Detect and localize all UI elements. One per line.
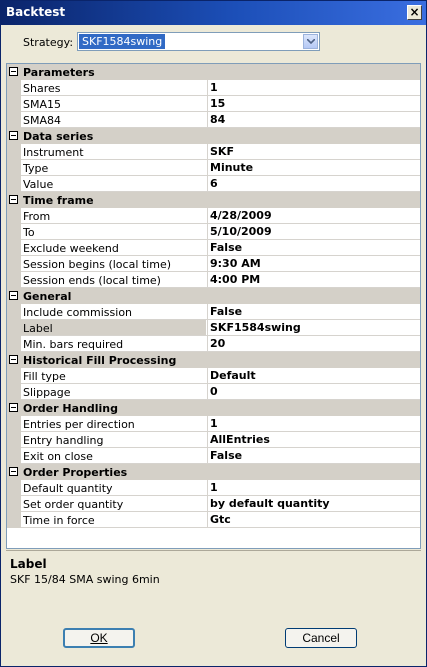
property-name: Session ends (local time) — [23, 274, 161, 287]
property-name: Time in force — [23, 514, 95, 527]
collapse-icon[interactable] — [9, 355, 18, 364]
property-value[interactable]: 9:30 AM — [207, 256, 421, 271]
property-grid — [6, 63, 421, 549]
property-value[interactable]: 84 — [207, 112, 421, 127]
property-name: From — [23, 210, 51, 223]
category-label: Order Properties — [23, 466, 128, 479]
property-row-type[interactable] — [7, 160, 420, 176]
property-name: Entry handling — [23, 434, 104, 447]
property-name: To — [23, 226, 35, 239]
close-icon: × — [409, 5, 420, 19]
category-label: Data series — [23, 130, 94, 143]
category-label: Historical Fill Processing — [23, 354, 177, 367]
property-value[interactable]: 15 — [207, 96, 421, 111]
property-row-exclude-weekend[interactable] — [7, 240, 420, 256]
property-row-include-commission[interactable] — [7, 304, 420, 320]
description-title: Label — [10, 557, 47, 571]
property-row-slippage[interactable] — [7, 384, 420, 400]
ok-button[interactable] — [63, 628, 135, 648]
collapse-icon[interactable] — [9, 195, 18, 204]
property-row-from[interactable] — [7, 208, 420, 224]
property-row-time-in-force[interactable] — [7, 512, 420, 528]
property-name: Exit on close — [23, 450, 93, 463]
property-row-sma84[interactable] — [7, 112, 420, 128]
property-name: Value — [23, 178, 54, 191]
property-name: Default quantity — [23, 482, 113, 495]
property-value[interactable]: 1 — [207, 416, 421, 431]
property-row-to[interactable] — [7, 224, 420, 240]
property-name: Session begins (local time) — [23, 258, 172, 271]
window-title: Backtest — [6, 5, 66, 19]
property-name: Entries per direction — [23, 418, 135, 431]
property-value[interactable]: Minute — [207, 160, 421, 175]
category-general[interactable] — [7, 288, 420, 304]
collapse-icon[interactable] — [9, 67, 18, 76]
property-row-value[interactable] — [7, 176, 420, 192]
property-name: Type — [23, 162, 49, 175]
property-value[interactable]: Gtc — [207, 512, 421, 527]
property-value[interactable]: SKF1584swing — [207, 320, 421, 335]
property-row-entry-handling[interactable] — [7, 432, 420, 448]
property-value[interactable]: SKF — [207, 144, 421, 159]
property-name: Exclude weekend — [23, 242, 119, 255]
property-value[interactable]: AllEntries — [207, 432, 421, 447]
property-row-label[interactable] — [7, 320, 420, 336]
property-value[interactable]: False — [207, 304, 421, 319]
property-row-session-begins[interactable] — [7, 256, 420, 272]
category-label: Time frame — [23, 194, 94, 207]
property-row-fill-type[interactable] — [7, 368, 420, 384]
collapse-icon[interactable] — [9, 403, 18, 412]
property-value[interactable]: 5/10/2009 — [207, 224, 421, 239]
category-parameters[interactable] — [7, 64, 420, 80]
category-data-series[interactable] — [7, 128, 420, 144]
property-value[interactable]: 1 — [207, 480, 421, 495]
property-name: SMA84 — [23, 114, 61, 127]
title-bar[interactable] — [1, 1, 426, 25]
category-label: General — [23, 290, 72, 303]
property-name: Instrument — [23, 146, 84, 159]
strategy-selected-value: SKF1584swing — [79, 34, 165, 49]
property-value[interactable]: by default quantity — [207, 496, 421, 511]
category-time-frame[interactable] — [7, 192, 420, 208]
property-value[interactable]: 20 — [207, 336, 421, 351]
cancel-button-label: Cancel — [302, 631, 340, 645]
category-historical-fill[interactable] — [7, 352, 420, 368]
property-row-min-bars[interactable] — [7, 336, 420, 352]
property-row-default-quantity[interactable] — [7, 480, 420, 496]
property-row-exit-on-close[interactable] — [7, 448, 420, 464]
collapse-icon[interactable] — [9, 291, 18, 300]
property-name: Slippage — [23, 386, 71, 399]
description-text: SKF 15/84 SMA swing 6min — [10, 573, 160, 586]
property-row-shares[interactable] — [7, 80, 420, 96]
property-value[interactable]: 0 — [207, 384, 421, 399]
property-value[interactable]: False — [207, 240, 421, 255]
category-order-handling[interactable] — [7, 400, 420, 416]
property-name: SMA15 — [23, 98, 61, 111]
category-label: Parameters — [23, 66, 95, 79]
chevron-down-icon — [307, 39, 315, 44]
strategy-label: Strategy: — [23, 36, 74, 49]
property-name: Shares — [23, 82, 61, 95]
description-panel — [6, 550, 421, 610]
property-name: Fill type — [23, 370, 66, 383]
property-name: Label — [23, 322, 53, 335]
property-row-instrument[interactable] — [7, 144, 420, 160]
property-name: Set order quantity — [23, 498, 124, 511]
ok-button-label: OK — [90, 631, 108, 645]
property-row-sma15[interactable] — [7, 96, 420, 112]
property-row-set-order-quantity[interactable] — [7, 496, 420, 512]
close-button[interactable] — [407, 5, 422, 20]
property-value[interactable]: 1 — [207, 80, 421, 95]
category-label: Order Handling — [23, 402, 118, 415]
property-value[interactable]: 6 — [207, 176, 421, 191]
property-value[interactable]: Default — [207, 368, 421, 383]
property-name: Min. bars required — [23, 338, 124, 351]
collapse-icon[interactable] — [9, 467, 18, 476]
property-row-session-ends[interactable] — [7, 272, 420, 288]
dropdown-button[interactable] — [303, 34, 318, 49]
collapse-icon[interactable] — [9, 131, 18, 140]
property-row-entries-per-direction[interactable] — [7, 416, 420, 432]
strategy-select[interactable] — [77, 32, 320, 51]
property-value[interactable]: 4:00 PM — [207, 272, 421, 287]
property-name: Include commission — [23, 306, 133, 319]
category-order-properties[interactable] — [7, 464, 420, 480]
cancel-button[interactable] — [285, 628, 357, 648]
property-value[interactable]: 4/28/2009 — [207, 208, 421, 223]
property-value[interactable]: False — [207, 448, 421, 463]
